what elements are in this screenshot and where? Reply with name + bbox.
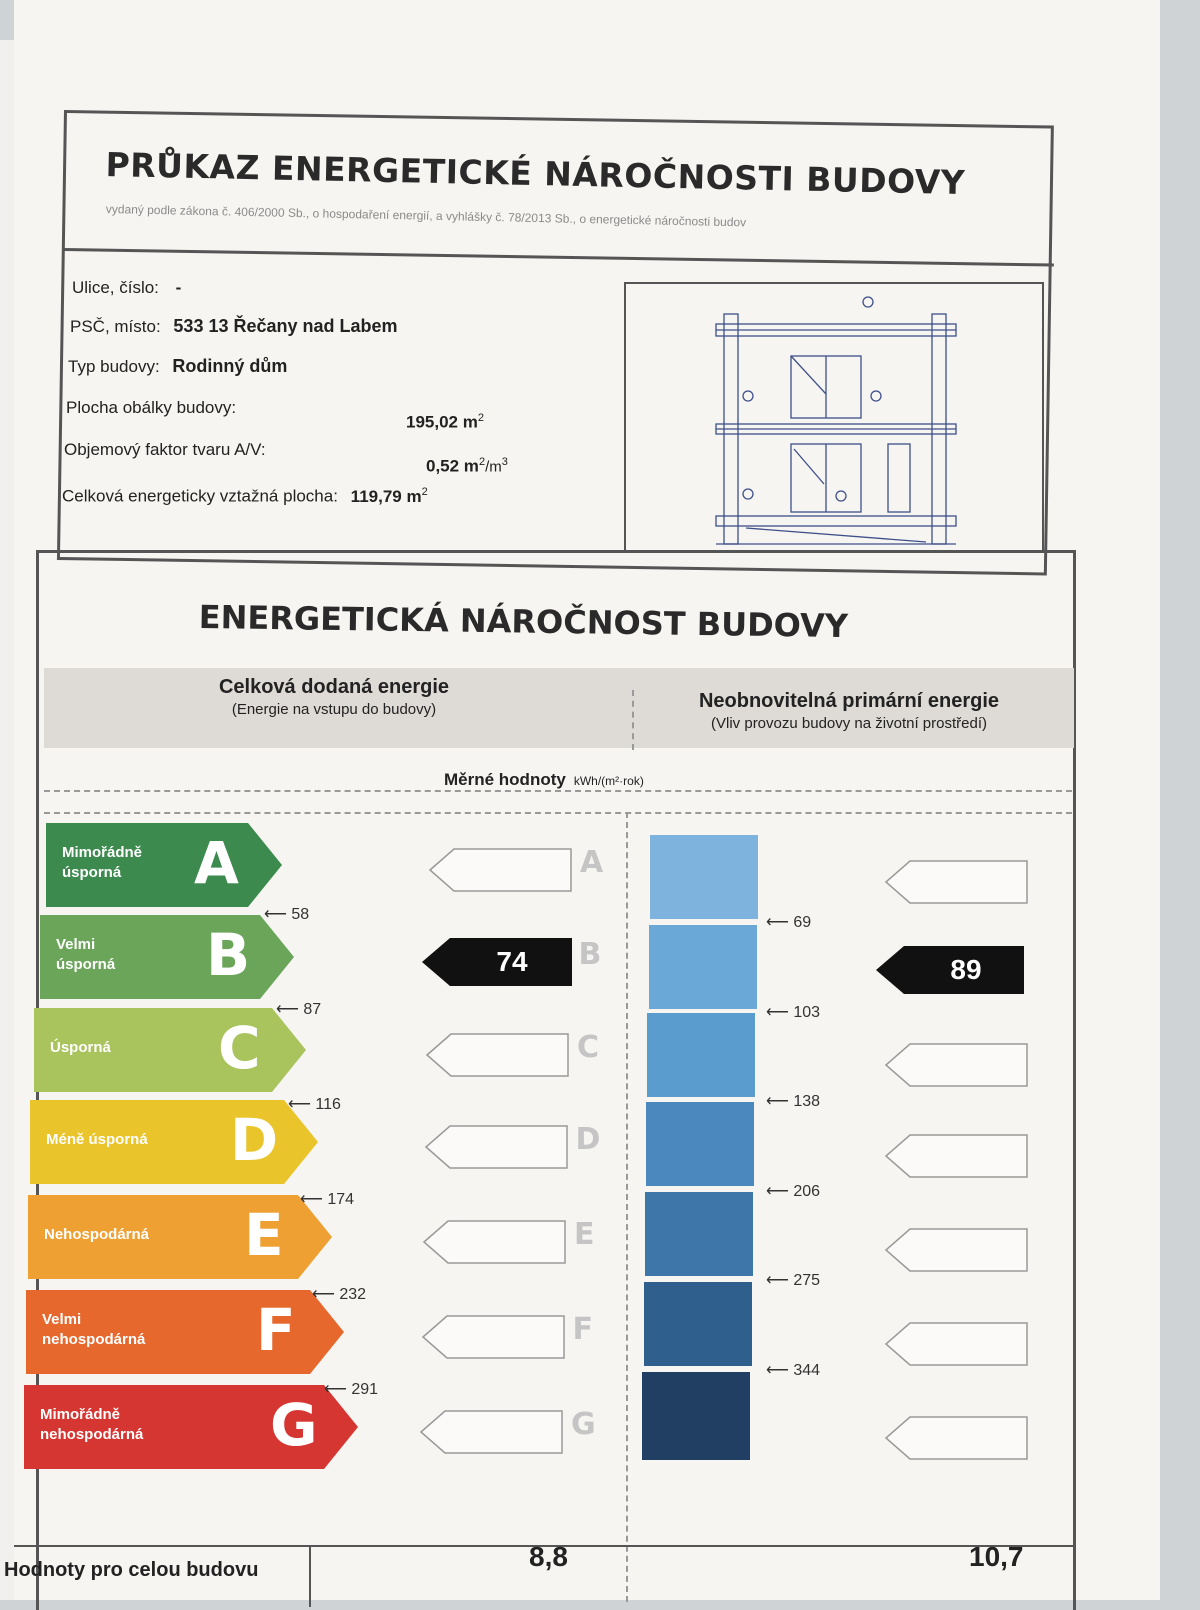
document-title: PRŮKAZ ENERGETICKÉ NÁROČNOSTI BUDOVY <box>105 145 966 202</box>
energy-class-label-line2: úsporná <box>62 864 122 881</box>
dashed-column-divider <box>626 812 628 1602</box>
shape-row <box>64 440 266 460</box>
whole-building-label: Hodnoty pro celou budovu <box>4 1559 259 1581</box>
primary-energy-scale-segment <box>650 835 758 919</box>
energy-class-label <box>46 1130 148 1150</box>
energy-class-letter: D <box>230 1106 279 1174</box>
empty-class-marker-right-a <box>884 859 1029 905</box>
energy-class-label-line1: Velmi <box>42 1311 82 1328</box>
primary-threshold-label: ⟵ 275 <box>766 1272 821 1289</box>
class-side-letter-f: F <box>572 1312 593 1347</box>
document-subtitle: vydaný podle zákona č. 406/2000 Sb., o hospodaření energií, a vyhlášky č. 78/2013 Sb., o energetické náročnosti budov <box>105 202 747 230</box>
shape-value-wrap: 0,52 $m^2/m^3$ <box>426 456 508 476</box>
energy-class-band-f <box>26 1290 344 1374</box>
empty-class-marker-left-f <box>421 1314 566 1360</box>
primary-threshold-label: ⟵ 69 <box>766 914 812 931</box>
primary-energy-scale-segment <box>649 925 757 1009</box>
energy-class-letter: C <box>218 1014 261 1082</box>
class-side-letter-c: C <box>577 1030 600 1065</box>
energy-class-band-c <box>34 1008 306 1092</box>
delivered-energy-value: 74 <box>496 946 528 977</box>
energy-class-label <box>56 935 115 975</box>
primary-energy-scale-segment <box>642 1372 750 1460</box>
building-section-drawing <box>626 284 1046 554</box>
delivered-threshold-label: ⟵ 58 <box>264 906 310 923</box>
envelope-row <box>66 398 236 418</box>
energy-class-label-line2: nehospodárná <box>40 1426 144 1443</box>
whole-building-row <box>4 1541 1074 1607</box>
delivered-energy-header <box>184 676 484 718</box>
empty-class-marker-left-c <box>425 1032 570 1078</box>
primary-threshold-label: ⟵ 138 <box>766 1093 821 1110</box>
envelope-value-wrap: 195,02 $m^2$ <box>406 412 484 432</box>
primary-energy-scale-segment <box>646 1102 754 1186</box>
primary-threshold-label: ⟵ 206 <box>766 1182 821 1200</box>
primary-energy-title: Neobnovitelná primární energie <box>698 690 1000 712</box>
specific-values-label <box>444 770 644 790</box>
specific-values-text: Měrné hodnoty <box>444 770 566 789</box>
energy-class-label-line2: úsporná <box>56 956 116 973</box>
delivered-energy-subtitle: (Energie na vstupu do budovy) <box>231 701 437 718</box>
area-label: Celková energeticky vztažná plocha: <box>62 486 338 506</box>
primary-energy-scale-segment <box>645 1192 753 1276</box>
type-label: Typ budovy: <box>68 357 160 376</box>
class-side-letter-a: A <box>580 845 604 880</box>
zip-row <box>70 316 398 337</box>
delivered-total-value: 8,8 <box>529 1541 568 1572</box>
zip-label: PSČ, místo: <box>70 317 161 336</box>
primary-energy-subtitle: (Vliv provozu budovy na životní prostředí) <box>711 715 987 732</box>
zip-value: 533 13 Řečany nad Labem <box>173 316 398 336</box>
energy-class-letter: F <box>256 1296 296 1364</box>
energy-class-band-a <box>46 823 282 907</box>
energy-class-label <box>40 1405 143 1445</box>
energy-class-letter: G <box>270 1391 318 1459</box>
energy-class-label-line2: nehospodárná <box>42 1331 146 1348</box>
envelope-value: 195,02 m <box>406 412 478 432</box>
delivered-threshold-label: ⟵ 116 <box>288 1096 341 1113</box>
delivered-energy-title: Celková dodaná energie <box>218 676 450 698</box>
energy-class-band-e <box>28 1195 332 1279</box>
whole-building-divider <box>309 1547 311 1607</box>
dashed-column-divider-top <box>632 690 634 750</box>
specific-values-unit: kWh/(m²·rok) <box>573 774 644 788</box>
energy-class-label-line1: Nehospodárná <box>44 1226 150 1243</box>
primary-energy-scale-segment <box>647 1013 755 1097</box>
street-value: - <box>175 278 182 297</box>
shape-value: 0,52 m <box>426 456 479 476</box>
energy-class-label <box>44 1225 149 1245</box>
energy-class-letter: A <box>194 829 239 897</box>
shape-label: Objemový faktor tvaru A/V: <box>64 440 266 459</box>
energy-class-letter: B <box>206 921 251 989</box>
primary-energy-header <box>654 690 1044 732</box>
building-drawing-panel <box>624 282 1044 552</box>
energy-class-band-d <box>30 1100 318 1184</box>
empty-class-marker-left-a <box>428 847 573 893</box>
empty-class-marker-right-g <box>884 1415 1029 1461</box>
street-row <box>72 278 181 298</box>
primary-threshold-label: ⟵ 344 <box>766 1361 821 1379</box>
class-side-letter-e: E <box>574 1217 595 1252</box>
empty-class-marker-right-d <box>884 1133 1029 1179</box>
area-row: Celková energeticky vztažná plocha: 119,79 $m^2$ <box>62 486 428 506</box>
energy-class-label-line1: Méně úsporná <box>46 1131 148 1148</box>
empty-class-marker-left-g <box>419 1409 564 1455</box>
dashed-separator-top <box>44 790 1072 792</box>
area-value: 119,79 m <box>350 486 422 506</box>
energy-class-label <box>62 843 142 883</box>
energy-class-label-line1: Mimořádně <box>62 844 143 861</box>
empty-class-marker-right-f <box>884 1321 1029 1367</box>
class-side-letter-b: B <box>578 937 602 972</box>
delivered-threshold-label: ⟵ 291 <box>324 1381 379 1398</box>
empty-class-marker-right-c <box>884 1042 1029 1088</box>
class-side-letter-d: D <box>575 1122 601 1157</box>
primary-threshold-label: ⟵ 103 <box>766 1003 821 1021</box>
primary-energy-indicator <box>876 946 1024 994</box>
certificate-page <box>4 0 1160 1600</box>
energy-class-letter: E <box>244 1201 284 1269</box>
delivered-threshold-label: ⟵ 87 <box>276 1001 322 1018</box>
energy-class-band-g <box>24 1385 358 1469</box>
dashed-separator-2 <box>44 812 1072 814</box>
street-label: Ulice, číslo: <box>72 278 159 297</box>
empty-class-marker-left-d <box>424 1124 569 1170</box>
energy-class-label-line1: Mimořádně <box>40 1406 121 1423</box>
energy-class-band-b <box>40 915 294 999</box>
energy-class-label <box>42 1310 145 1350</box>
primary-total-value: 10,7 <box>969 1541 1024 1572</box>
energy-class-label-line1: Velmi <box>56 936 96 953</box>
energy-class-label-line1: Úsporná <box>50 1039 111 1056</box>
rating-section-title: ENERGETICKÁ NÁROČNOST BUDOVY <box>198 598 849 646</box>
type-row <box>68 356 287 377</box>
energy-class-label <box>50 1038 111 1058</box>
envelope-label: Plocha obálky budovy: <box>66 398 237 417</box>
primary-energy-scale-segment <box>644 1282 752 1366</box>
primary-energy-value: 89 <box>950 954 982 985</box>
empty-class-marker-left-e <box>422 1219 567 1265</box>
type-value: Rodinný dům <box>172 356 288 376</box>
empty-class-marker-right-e <box>884 1227 1029 1273</box>
delivered-threshold-label: ⟵ 232 <box>312 1286 367 1303</box>
delivered-energy-indicator <box>422 938 572 986</box>
delivered-threshold-label: ⟵ 174 <box>300 1191 355 1208</box>
class-side-letter-g: G <box>571 1407 596 1442</box>
